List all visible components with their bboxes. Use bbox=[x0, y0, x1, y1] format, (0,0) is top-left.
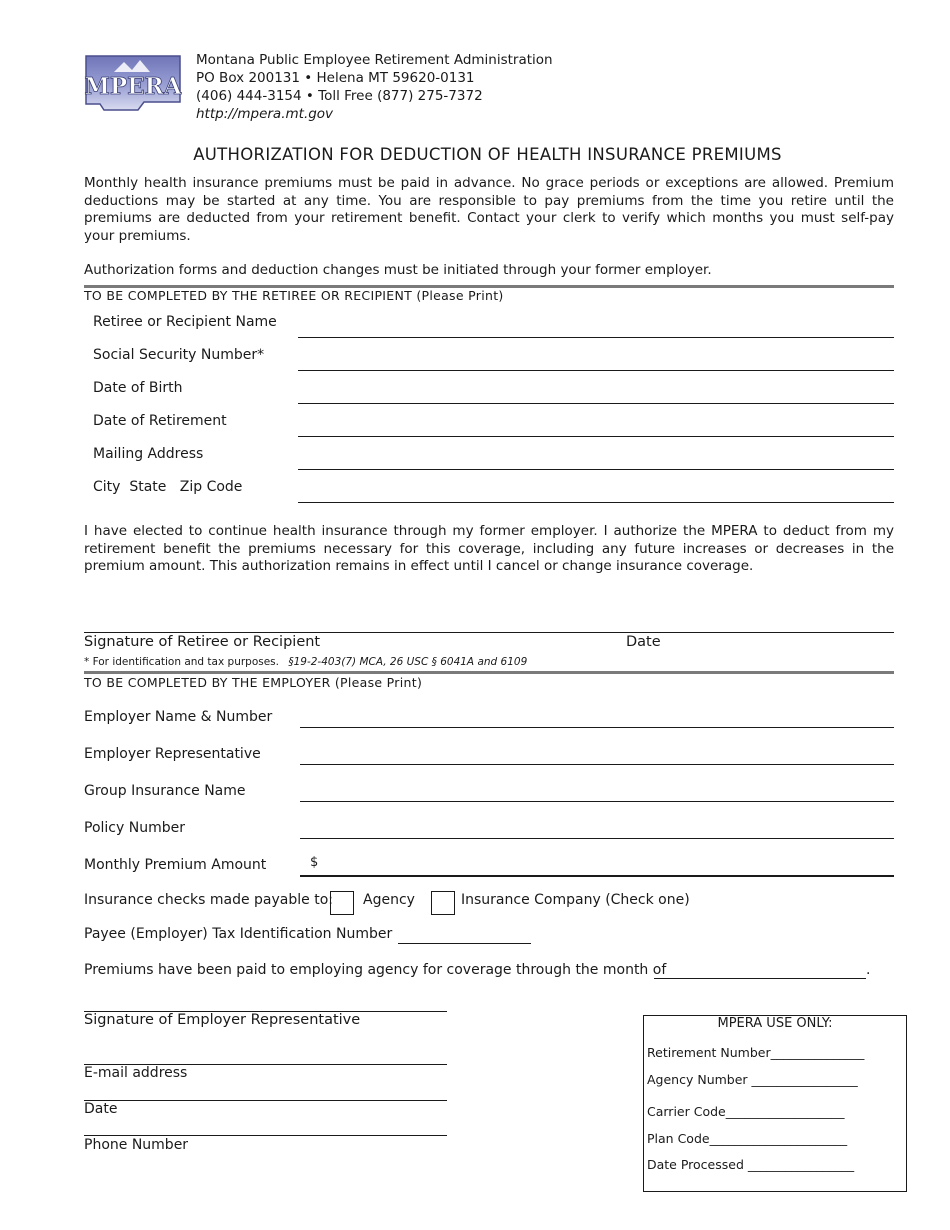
date-processed-field: Date Processed _________________ bbox=[647, 1157, 855, 1172]
retirement-number-field: Retirement Number_______________ bbox=[647, 1045, 865, 1060]
premiums-paid-label: Premiums have been paid to employing agency for coverage through the month of bbox=[84, 962, 667, 978]
date-of-birth-input[interactable] bbox=[298, 403, 894, 404]
field-label: Monthly Premium Amount bbox=[84, 857, 267, 873]
footnote-text: * For identification and tax purposes. bbox=[84, 656, 279, 668]
policy-number-input[interactable] bbox=[300, 838, 894, 839]
tax-id-label: Payee (Employer) Tax Identification Number bbox=[84, 926, 393, 942]
date-of-retirement-input[interactable] bbox=[298, 436, 894, 437]
plan-code-field: Plan Code______________________ bbox=[647, 1131, 848, 1146]
mpera-use-title: MPERA USE ONLY: bbox=[717, 1016, 833, 1031]
intro-paragraph: Monthly health insurance premiums must be paid in advance. No grace periods or exceptions are allowed. Premium deductions may be started at any time. You are responsible to pay premiums from the time you retire until the premiums are deducted from your retirement benefit. Contact your clerk to verify which months you must self-pay your premiums. bbox=[84, 175, 894, 244]
insurance-company-checkbox[interactable] bbox=[431, 891, 455, 915]
retiree-signature-label: Signature of Retiree or Recipient bbox=[84, 634, 321, 650]
field-label: City State Zip Code bbox=[93, 479, 243, 495]
field-label: Social Security Number* bbox=[93, 347, 265, 363]
employer-section-heading: TO BE COMPLETED BY THE EMPLOYER (Please Print) bbox=[84, 675, 423, 690]
employer-name-input[interactable] bbox=[300, 727, 894, 728]
city-state-zip-input[interactable] bbox=[298, 502, 894, 503]
group-insurance-input[interactable] bbox=[300, 801, 894, 802]
employer-date-label: Date bbox=[84, 1101, 118, 1117]
org-address: PO Box 200131 • Helena MT 59620-0131 bbox=[196, 70, 475, 86]
org-phone: (406) 444-3154 • Toll Free (877) 275-7372 bbox=[196, 88, 483, 104]
footnote bbox=[84, 656, 527, 668]
period: . bbox=[866, 962, 871, 978]
agency-option-label: Agency bbox=[363, 892, 415, 908]
intro-note: Authorization forms and deduction changes must be initiated through your former employer. bbox=[84, 262, 712, 278]
agency-checkbox[interactable] bbox=[330, 891, 354, 915]
monthly-premium-input[interactable] bbox=[300, 875, 894, 877]
org-name: Montana Public Employee Retirement Administration bbox=[196, 52, 553, 68]
field-label: Group Insurance Name bbox=[84, 783, 246, 799]
carrier-code-field: Carrier Code___________________ bbox=[647, 1104, 845, 1119]
currency-symbol: $ bbox=[310, 855, 319, 870]
mpera-use-only-box bbox=[643, 1015, 907, 1192]
phone-input[interactable] bbox=[84, 1135, 447, 1136]
insurance-option-label: Insurance Company (Check one) bbox=[461, 892, 690, 908]
agency-number-field: Agency Number _________________ bbox=[647, 1072, 858, 1087]
retiree-section-heading: TO BE COMPLETED BY THE RETIREE OR RECIPIENT (Please Print) bbox=[84, 288, 504, 303]
mpera-logo bbox=[84, 54, 182, 114]
employer-signature-label: Signature of Employer Representative bbox=[84, 1012, 361, 1028]
retiree-date-label: Date bbox=[626, 634, 661, 650]
field-label: Date of Retirement bbox=[93, 413, 227, 429]
payable-label: Insurance checks made payable to: bbox=[84, 892, 333, 908]
logo-text: MPERA bbox=[84, 73, 182, 100]
mailing-address-input[interactable] bbox=[298, 469, 894, 470]
email-label: E-mail address bbox=[84, 1065, 188, 1081]
employer-representative-input[interactable] bbox=[300, 764, 894, 765]
field-label: Date of Birth bbox=[93, 380, 183, 396]
field-label: Mailing Address bbox=[93, 446, 204, 462]
employer-date-input[interactable] bbox=[84, 1100, 447, 1101]
tax-id-input[interactable] bbox=[398, 943, 531, 944]
retiree-name-input[interactable] bbox=[298, 337, 894, 338]
form-title: AUTHORIZATION FOR DEDUCTION OF HEALTH INSURANCE PREMIUMS bbox=[193, 145, 782, 164]
authorization-statement: I have elected to continue health insurance through my former employer. I authorize the MPERA to deduct from my retirement benefit the premiums necessary for this coverage, including any future increases or decreases in the premium amount. This authorization remains in effect until I cancel or change insurance coverage. bbox=[84, 523, 894, 574]
ssn-input[interactable] bbox=[298, 370, 894, 371]
retiree-signature-line[interactable] bbox=[84, 632, 894, 633]
field-label: Policy Number bbox=[84, 820, 185, 836]
field-label: Retiree or Recipient Name bbox=[93, 314, 277, 330]
section-divider bbox=[84, 671, 894, 674]
phone-label: Phone Number bbox=[84, 1137, 189, 1153]
field-label: Employer Representative bbox=[84, 746, 261, 762]
footnote-reference: §19-2-403(7) MCA, 26 USC § 6041A and 6109 bbox=[288, 656, 528, 668]
field-label: Employer Name & Number bbox=[84, 709, 273, 725]
coverage-month-input[interactable] bbox=[654, 978, 866, 979]
org-website[interactable]: http://mpera.mt.gov bbox=[196, 106, 334, 122]
